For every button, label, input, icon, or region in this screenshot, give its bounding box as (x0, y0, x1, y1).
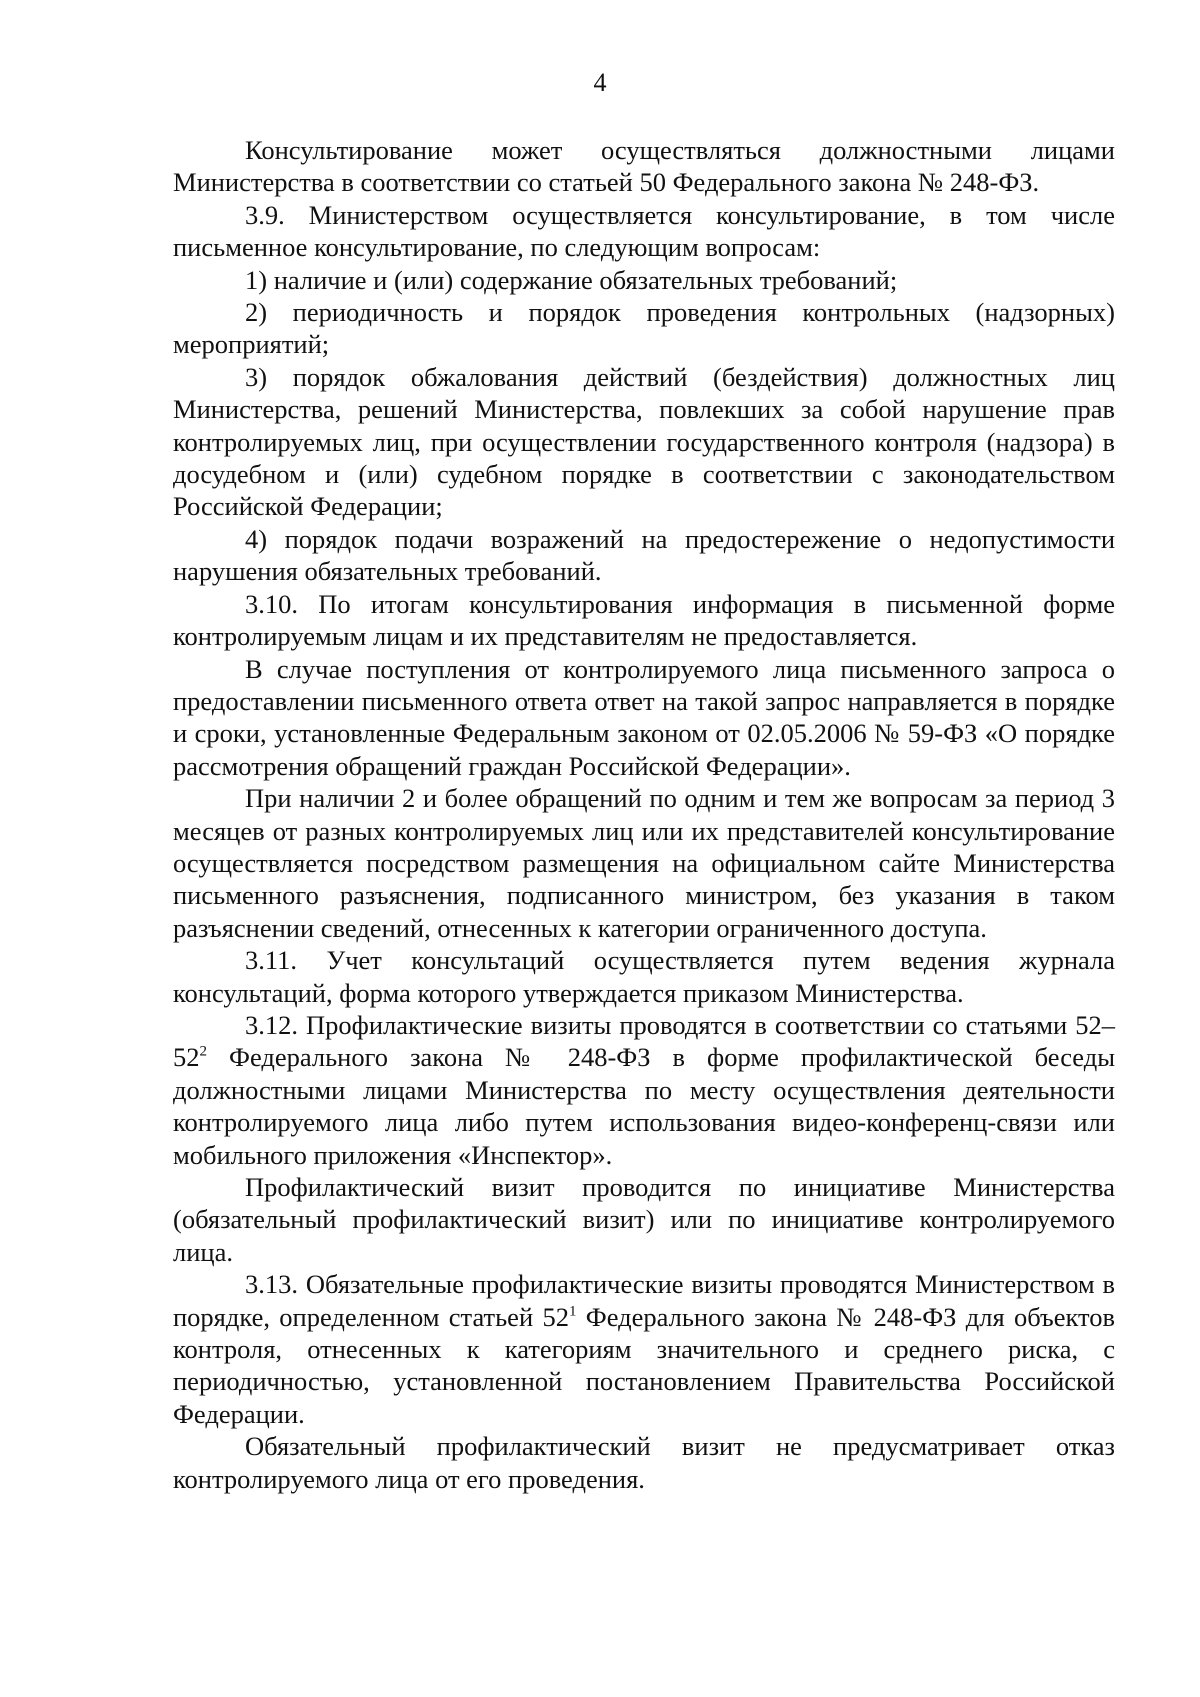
list-item-3: 3) порядок обжалования действий (бездействия) должностных лиц Министерства, решений Министерства, повлекших за собой нарушение прав контролируемых лиц, при осуществлении государственного контроля (надзора) в досудебном и (или) судебном порядке в соответствии с законодательством Российской Федерации; (173, 361, 1115, 522)
paragraph-3-11: 3.11. Учет консультаций осуществляется путем ведения журнала консультаций, форма которого утверждается приказом Министерства. (173, 945, 1115, 1008)
paragraph-no-refusal: Обязательный профилактический визит не предусматривает отказ контролируемого лица от его проведения. (173, 1431, 1115, 1494)
paragraph-3-9: 3.9. Министерством осуществляется консультирование, в том числе письменное консультирование, по следующим вопросам: (173, 199, 1115, 263)
paragraph-3-13 (173, 1268, 1115, 1430)
document-body (173, 134, 1115, 1495)
list-item-2: 2) периодичность и порядок проведения контрольных (надзорных) мероприятий; (173, 297, 1115, 360)
paragraph-consulting-officials: Консультирование может осуществляться должностными лицами Министерства в соответствии со статьей 50 Федерального закона № 248-ФЗ. (173, 135, 1115, 198)
paragraph-3-12-text-before: 3.12. Профилактические визиты проводятся в соответствии со статьями 52–52 (173, 1009, 1115, 1073)
superscript-1: 1 (568, 1303, 577, 1320)
paragraph-written-request: В случае поступления от контролируемого лица письменного запроса о предоставлении письменного ответа ответ на такой запрос направляется в порядке и сроки, установленные Федеральным законом от 02.05.2006 № 59-ФЗ «О порядке рассмотрения обращений граждан Российской Федерации». (173, 653, 1115, 781)
page-number: 4 (593, 68, 607, 97)
superscript-2: 2 (199, 1043, 207, 1060)
paragraph-3-10: 3.10. По итогам консультирования информация в письменной форме контролируемым лицам и их представителям не предоставляется. (173, 588, 1115, 652)
list-item-4: 4) порядок подачи возражений на предостережение о недопустимости нарушения обязательных требований. (173, 523, 1115, 587)
paragraph-3-12 (173, 1009, 1115, 1171)
paragraph-3-12-text-after: Федерального закона № 248-ФЗ в форме профилактической беседы должностными лицами Министерства по месту осуществления деятельности контролируемого лица либо путем использования видео-конференц-связи или мобильного приложения «Инспектор». (173, 1042, 1115, 1170)
list-item-1: 1) наличие и (или) содержание обязательных требований; (245, 264, 898, 295)
paragraph-3-13-text-after: Федерального закона № 248-ФЗ для объектов контроля, отнесенных к категориям значительного и среднего риска, с периодичностью, установленной постановлением Правительства Российской Федерации. (173, 1301, 1116, 1429)
paragraph-visit-initiative: Профилактический визит проводится по инициативе Министерства (обязательный профилактический визит) или по инициативе контролируемого лица. (173, 1172, 1115, 1267)
paragraph-3-13-text-before: 3.13. Обязательные профилактические визиты проводятся Министерством в порядке, определенном статьей 52 (173, 1269, 1115, 1332)
paragraph-multiple-requests: При наличии 2 и более обращений по одним и тем же вопросам за период 3 месяцев от разных контролируемых лиц или их представителей консультирование осуществляется посредством размещения на официальном сайте Министерства письменного разъяснения, подписанного министром, без указания в таком разъяснении сведений, отнесенных к категории ограниченного доступа. (173, 783, 1115, 943)
